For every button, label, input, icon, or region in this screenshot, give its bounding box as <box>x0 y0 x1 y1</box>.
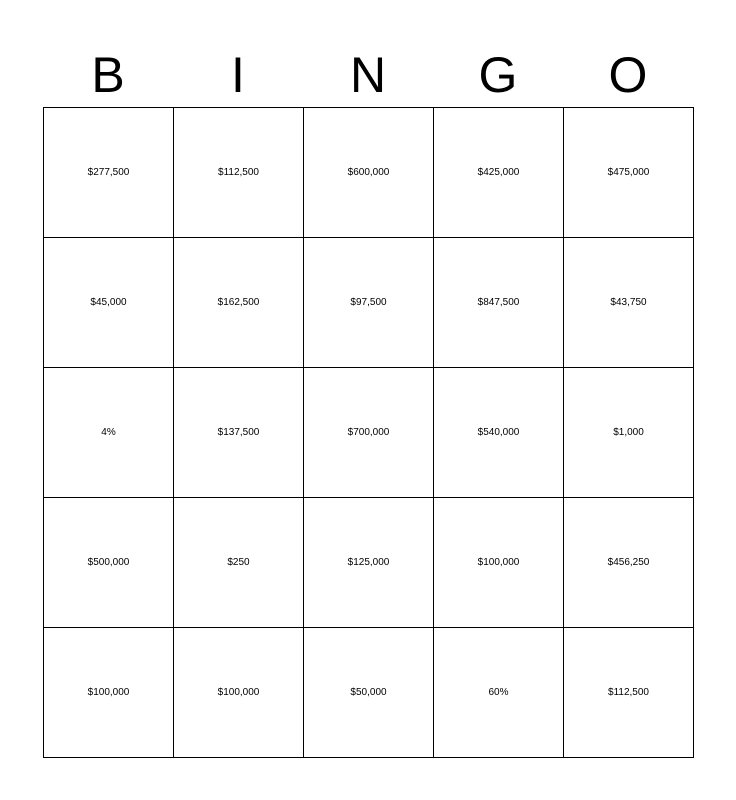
bingo-cell-r3-c1[interactable]: 4% <box>44 368 174 498</box>
header-letter-i: I <box>231 47 245 103</box>
bingo-cell-r2-c1[interactable]: $45,000 <box>44 238 174 368</box>
header-letter-o: O <box>608 47 648 103</box>
bingo-cell-r5-c3[interactable]: $50,000 <box>304 628 434 758</box>
bingo-cell-r1-c4[interactable]: $425,000 <box>434 108 564 238</box>
bingo-board <box>43 107 694 758</box>
header-letter-g: G <box>478 47 518 103</box>
bingo-cell-r2-c2[interactable]: $162,500 <box>174 238 304 368</box>
header-letter-n: N <box>349 47 387 103</box>
bingo-cell-r1-c2[interactable]: $112,500 <box>174 108 304 238</box>
bingo-cell-r1-c1[interactable]: $277,500 <box>44 108 174 238</box>
bingo-cell-r2-c3[interactable]: $97,500 <box>304 238 434 368</box>
bingo-header <box>43 44 693 106</box>
bingo-cell-r1-c3[interactable]: $600,000 <box>304 108 434 238</box>
bingo-cell-r2-c4[interactable]: $847,500 <box>434 238 564 368</box>
bingo-cell-r3-c4[interactable]: $540,000 <box>434 368 564 498</box>
bingo-cell-r4-c1[interactable]: $500,000 <box>44 498 174 628</box>
header-letter-b: B <box>91 47 125 103</box>
bingo-cell-r5-c2[interactable]: $100,000 <box>174 628 304 758</box>
bingo-cell-r3-c2[interactable]: $137,500 <box>174 368 304 498</box>
bingo-cell-r4-c4[interactable]: $100,000 <box>434 498 564 628</box>
bingo-cell-r1-c5[interactable]: $475,000 <box>564 108 694 238</box>
bingo-cell-r5-c1[interactable]: $100,000 <box>44 628 174 758</box>
bingo-cell-r4-c5[interactable]: $456,250 <box>564 498 694 628</box>
bingo-cell-r2-c5[interactable]: $43,750 <box>564 238 694 368</box>
bingo-cell-r3-c3[interactable]: $700,000 <box>304 368 434 498</box>
bingo-cell-r3-c5[interactable]: $1,000 <box>564 368 694 498</box>
bingo-cell-r5-c4[interactable]: 60% <box>434 628 564 758</box>
bingo-cell-r4-c2[interactable]: $250 <box>174 498 304 628</box>
bingo-cell-r5-c5[interactable]: $112,500 <box>564 628 694 758</box>
bingo-cell-r4-c3[interactable]: $125,000 <box>304 498 434 628</box>
